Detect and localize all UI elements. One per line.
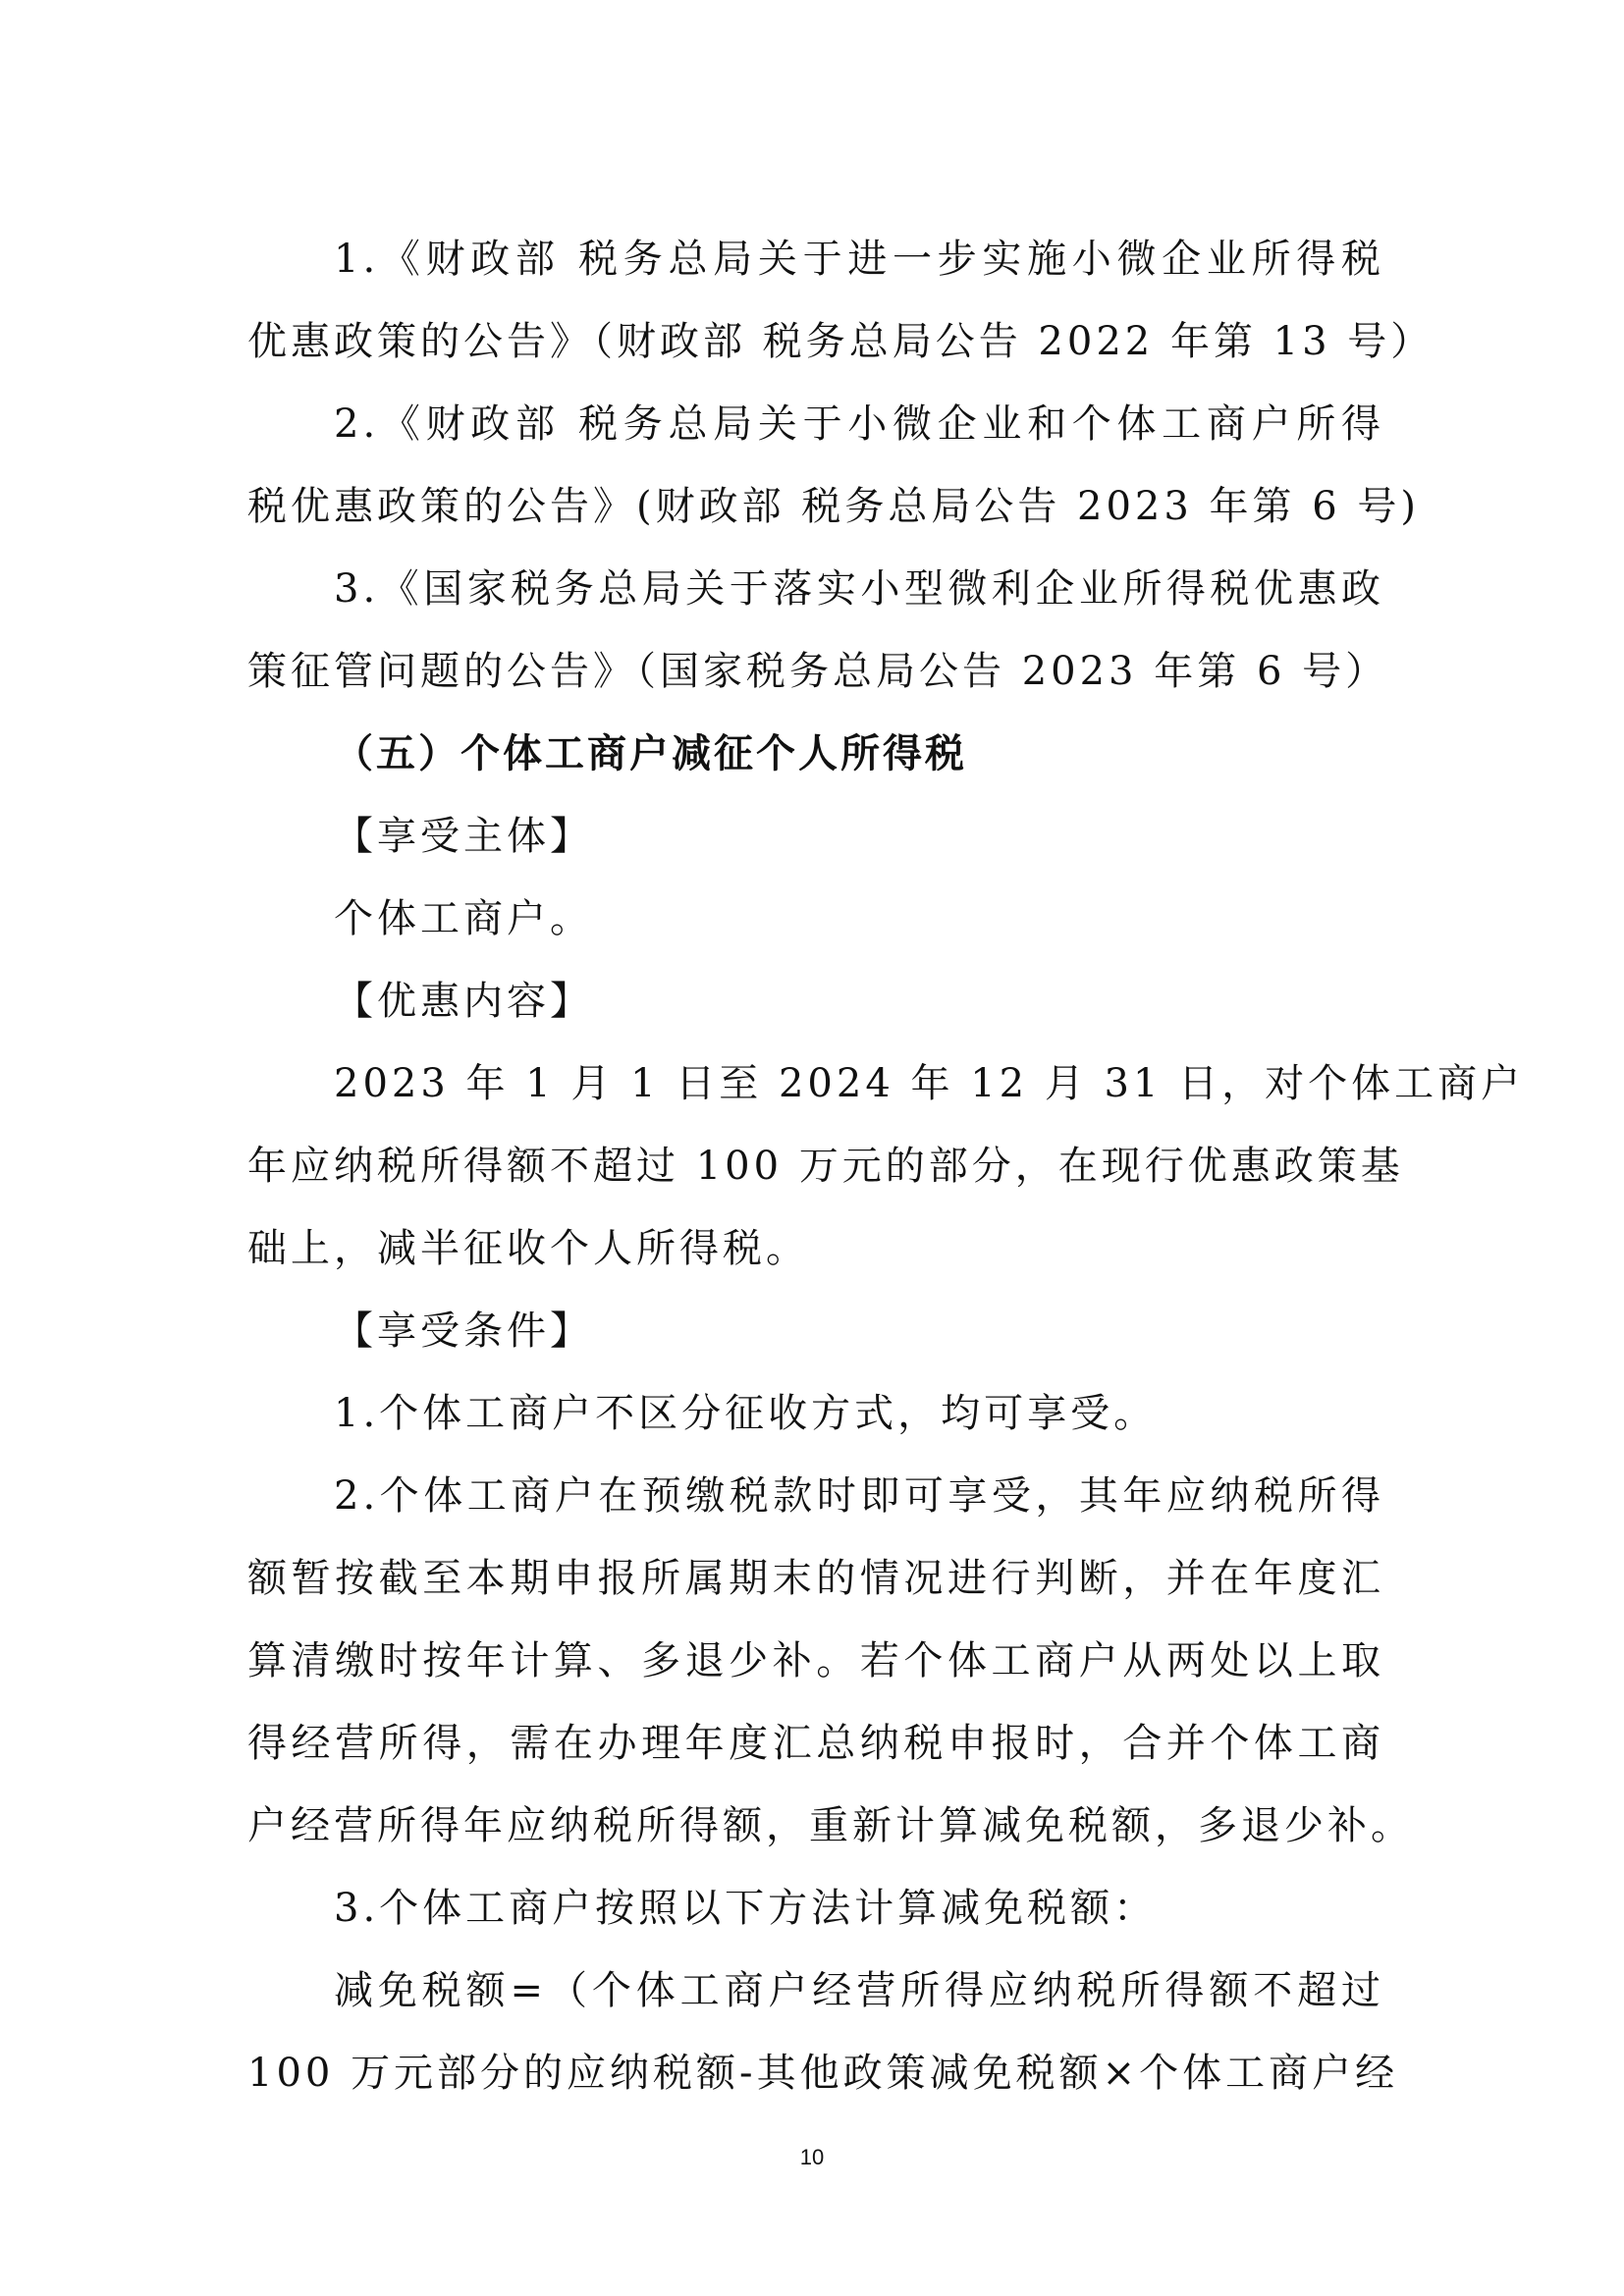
beneficiary-text: 个体工商户。 (334, 896, 593, 941)
reference-3-line-1: 3.《国家税务总局关于落实小型微利企业所得税优惠政 (334, 566, 1384, 612)
reference-1-line-1: 1.《财政部 税务总局关于进一步实施小微企业所得税 (334, 237, 1384, 282)
benefit-content-line-3: 础上，减半征收个人所得税。 (247, 1226, 809, 1271)
section-heading: （五）个体工商户减征个人所得税 (334, 731, 967, 776)
page-number: 10 (799, 2145, 825, 2169)
label-beneficiary: 【享受主体】 (334, 814, 593, 859)
condition-1: 1.个体工商户不区分征收方式，均可享受。 (334, 1391, 1158, 1436)
condition-2-line-4: 得经营所得，需在办理年度汇总纳税申报时，合并个体工商 (247, 1721, 1384, 1766)
benefit-content-line-2: 年应纳税所得额不超过 100 万元的部分，在现行优惠政策基 (247, 1144, 1404, 1189)
formula-line-1: 减免税额=（个体工商户经营所得应纳税所得额不超过 (334, 1968, 1384, 2013)
condition-2-line-1: 2.个体工商户在预缴税款时即可享受，其年应纳税所得 (334, 1473, 1384, 1519)
condition-2-line-2: 额暂按截至本期申报所属期末的情况进行判断，并在年度汇 (247, 1556, 1384, 1601)
reference-2-line-2: 税优惠政策的公告》(财政部 税务总局公告 2023 年第 6 号) (247, 484, 1421, 529)
label-conditions: 【享受条件】 (334, 1308, 593, 1354)
document-body (247, 218, 1525, 2114)
reference-2-line-1: 2.《财政部 税务总局关于小微企业和个体工商户所得 (334, 401, 1384, 447)
label-benefit-content: 【优惠内容】 (334, 979, 593, 1024)
condition-2-line-3: 算清缴时按年计算、多退少补。若个体工商户从两处以上取 (247, 1638, 1384, 1683)
condition-2-line-5: 户经营所得年应纳税所得额，重新计算减免税额，多退少补。 (247, 1803, 1414, 1848)
condition-3: 3.个体工商户按照以下方法计算减免税额： (334, 1886, 1158, 1931)
reference-1-line-2: 优惠政策的公告》（财政部 税务总局公告 2022 年第 13 号） (247, 319, 1435, 364)
reference-3-line-2: 策征管问题的公告》（国家税务总局公告 2023 年第 6 号） (247, 649, 1389, 694)
benefit-content-line-1: 2023 年 1 月 1 日至 2024 年 12 月 31 日，对个体工商户 (334, 1061, 1525, 1106)
formula-line-2: 100 万元部分的应纳税额-其他政策减免税额×个体工商户经 (247, 2051, 1399, 2096)
